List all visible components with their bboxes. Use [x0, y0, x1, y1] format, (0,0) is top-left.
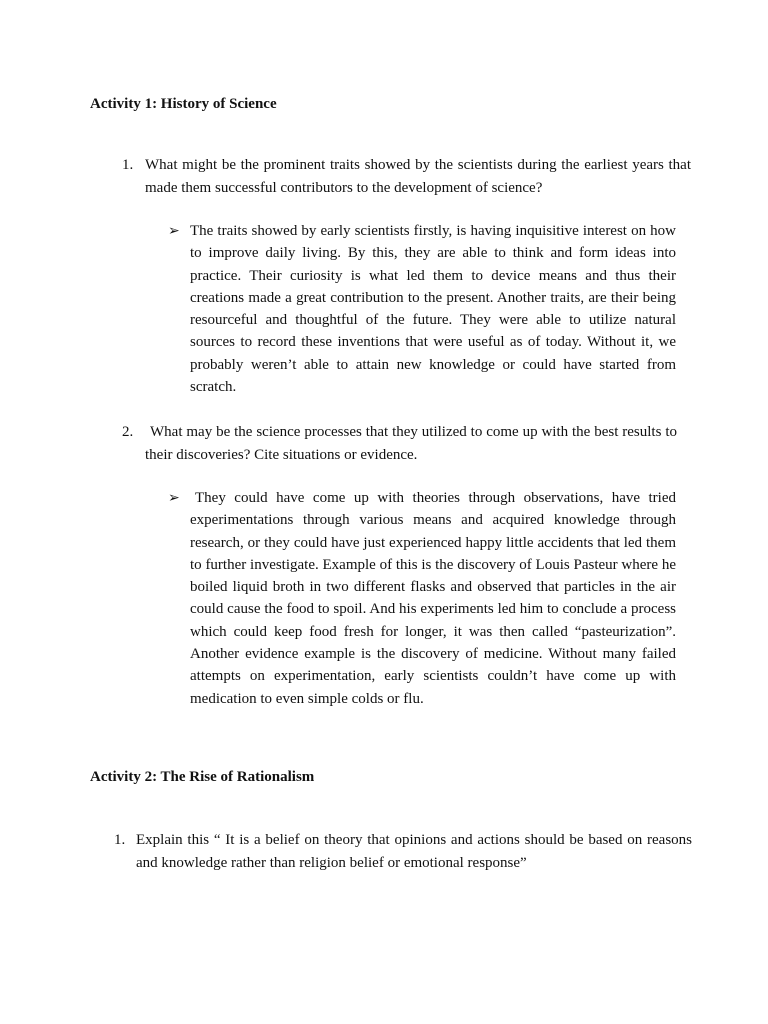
activity2-heading: Activity 2: The Rise of Rationalism	[90, 769, 315, 785]
question-number: 1.	[114, 832, 126, 848]
answer-text: They could have come up with theories through observations, have tried experimentations through various means and acquired knowledge through research, or they could have just experienced happy little accidents that led them to further investigate. Example of this is the discovery of Louis Pasteur where he boiled liquid broth in two different flasks and observed that particles in the air could cause the food to spoil. And his experiments led him to conclude a process which could keep food fresh for longer, it was then called “pasteurization”. Another evidence example is the discovery of medicine. Without many failed attempts on experimentation, early scientists couldn’t have come up with medication to even simple colds or flu.	[190, 490, 676, 707]
question-number: 2.	[122, 424, 134, 440]
answer-text: The traits showed by early scientists firstly, is having inquisitive interest on how to improve daily living. By this, they are able to think and form ideas into practice. Their curiosity is what led them to device means and thus their creations made a great contribution to the present. Another traits, are their being resourceful and thoughtful of the future. They were able to utilize natural sources to record these inventions that were useful as of today. Without it, we probably weren’t able to attain new knowledge or could have started from scratch.	[190, 223, 676, 396]
arrow-bullet-icon: ➢	[168, 490, 180, 506]
question-number: 1.	[122, 157, 134, 173]
question-text: Explain this “ It is a belief on theory that opinions and actions should be based on reasons and knowledge rather than religion belief or emotional response”	[136, 832, 692, 871]
question-text: What might be the prominent traits showed by the scientists during the earliest years that made them successful contributors to the development of science?	[145, 157, 691, 196]
question-text: What may be the science processes that they utilized to come up with the best results to their discoveries? Cite situations or evidence.	[145, 424, 677, 463]
activity1-heading: Activity 1: History of Science	[90, 96, 277, 112]
arrow-bullet-icon: ➢	[168, 223, 180, 239]
